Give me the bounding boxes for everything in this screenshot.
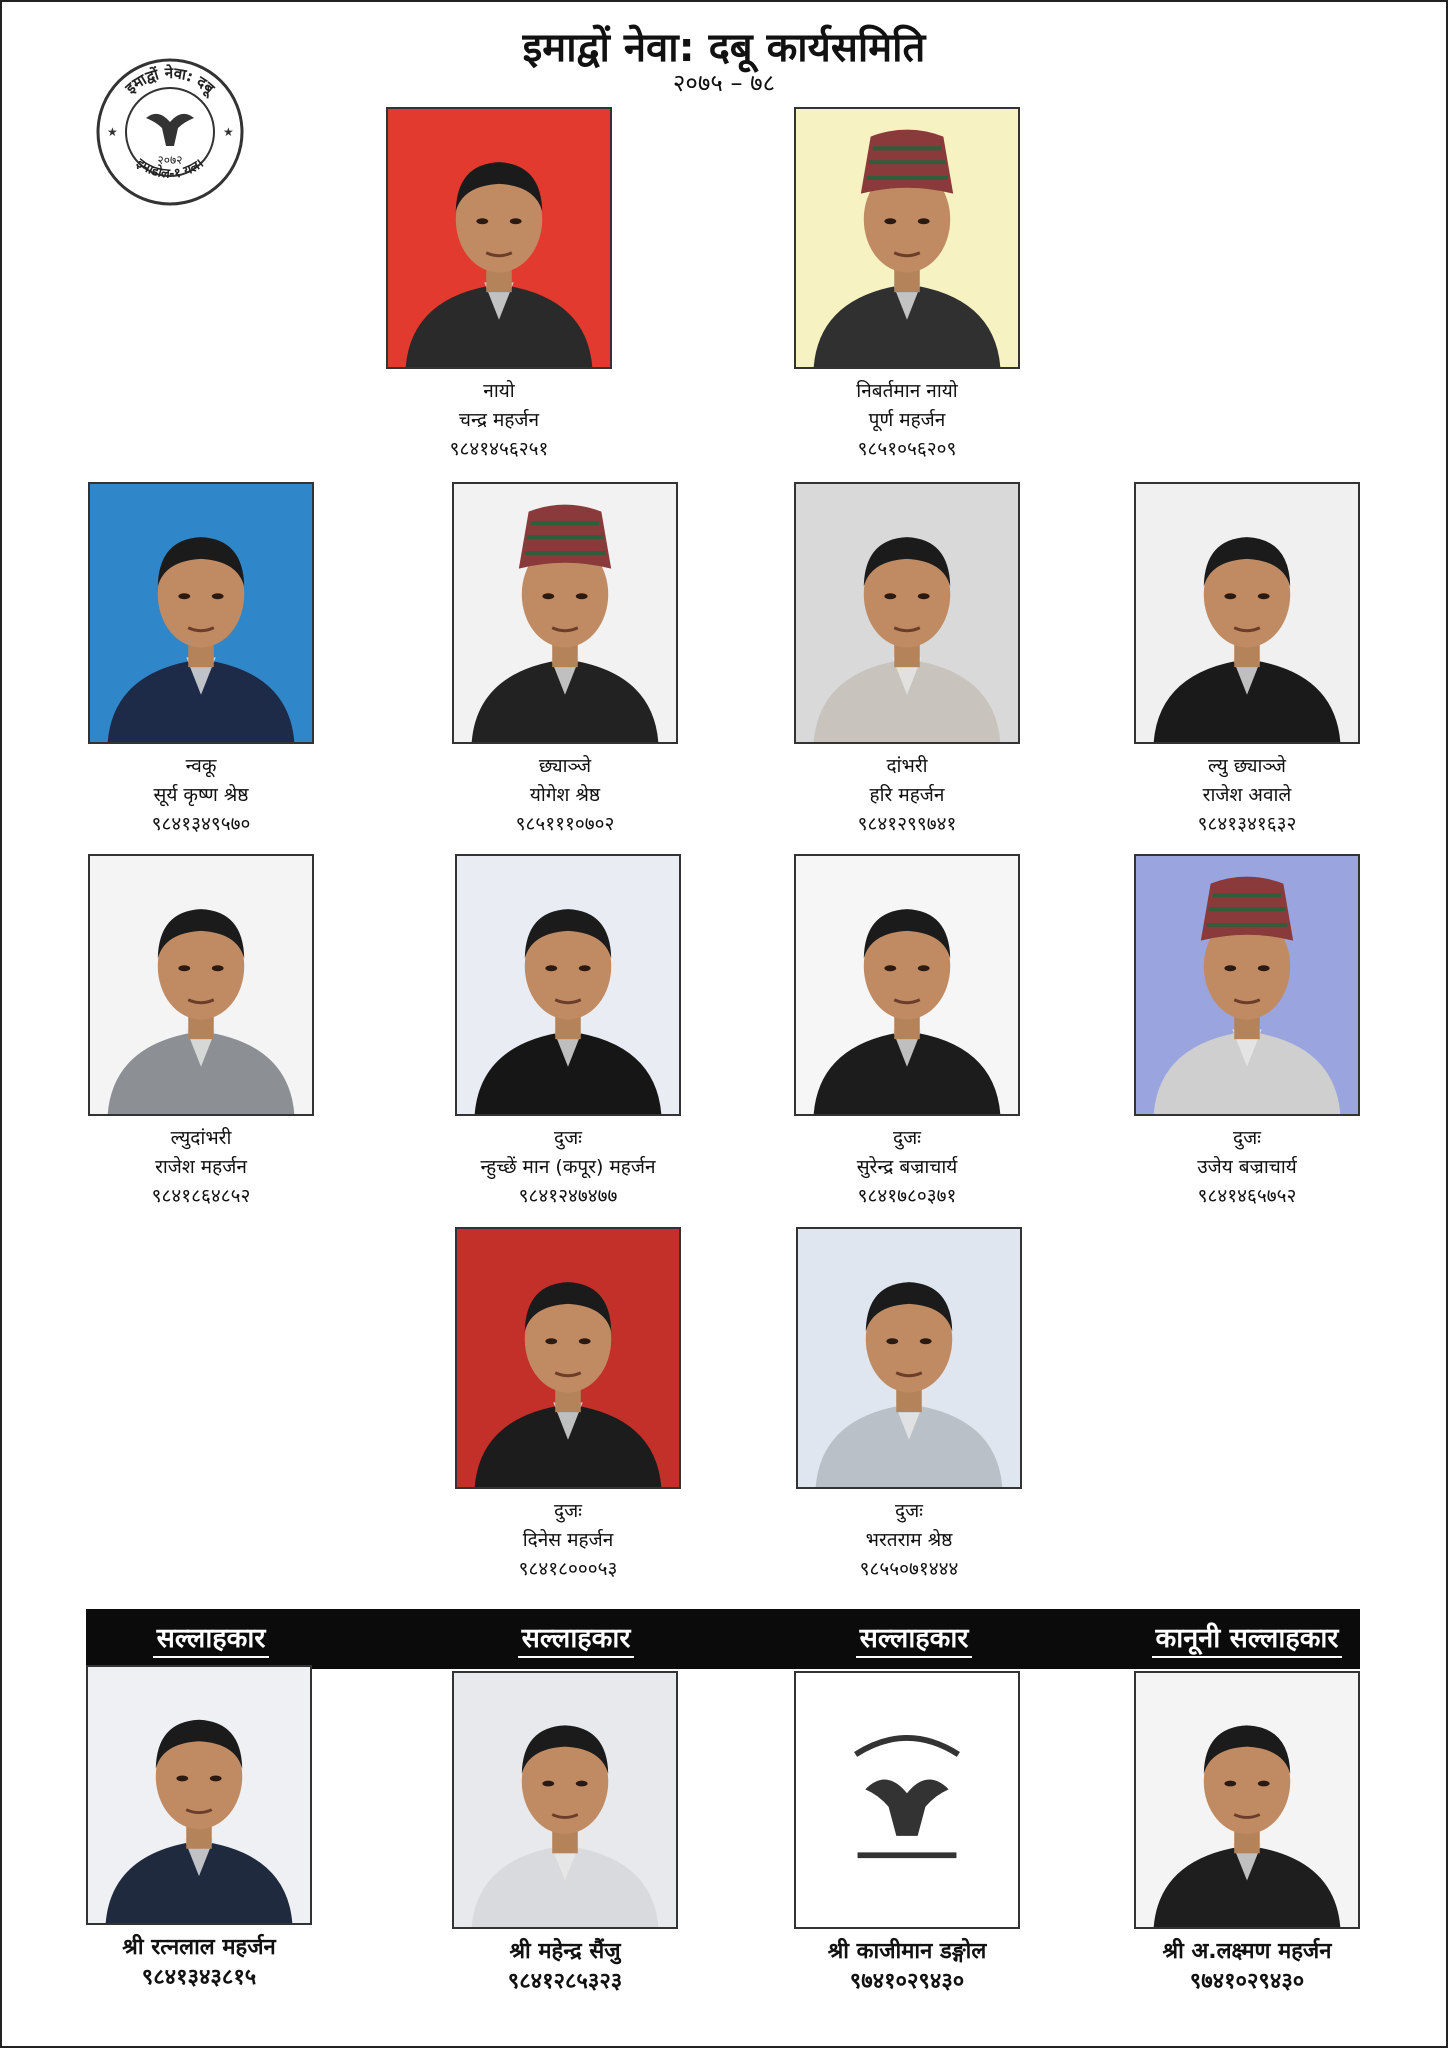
member-phone: ९८४१३४१६३२ <box>1197 813 1297 835</box>
member-phone: ९८४१४५६२५१ <box>449 438 549 460</box>
portrait-icon <box>388 109 610 367</box>
member-role: दुजः <box>1232 1127 1262 1149</box>
member-role: ल्यु छ्याञ्जे <box>1207 755 1287 777</box>
portrait-icon <box>90 484 312 742</box>
member-phone: ९८५१०५६२०९ <box>857 438 957 460</box>
member-photo <box>455 854 681 1116</box>
advisor-label-text: कानूनी सल्लाहकार <box>1152 1623 1343 1658</box>
advisor-label-text: सल्लाहकार <box>153 1623 270 1658</box>
member-name: राजेश अवाले <box>1202 784 1292 806</box>
member-card <box>386 107 612 464</box>
advisor-phone: ९८४१२८५३२३ <box>507 1969 623 1994</box>
advisor-label-text: सल्लाहकार <box>518 1623 635 1658</box>
advisor-card <box>794 1671 1020 1997</box>
member-card <box>794 107 1020 464</box>
portrait-icon <box>457 1229 679 1487</box>
advisor-label <box>782 1609 1046 1669</box>
member-role: न्वकू <box>185 755 217 777</box>
member-phone: ९८४१८०००५३ <box>518 1558 618 1580</box>
portrait-icon <box>90 856 312 1114</box>
portrait-icon <box>1136 484 1358 742</box>
member-name: पूर्ण महर्जन <box>868 409 946 431</box>
member-card <box>794 854 1020 1211</box>
advisor-label-text: सल्लाहकार <box>856 1623 973 1658</box>
member-phone: ९८४१३४९५७० <box>151 813 251 835</box>
member-card <box>88 482 314 839</box>
member-photo <box>88 482 314 744</box>
portrait-icon <box>454 484 676 742</box>
term-years: २०७५ – ७८ <box>672 69 776 97</box>
member-phone: ९८५५०७१४४४ <box>859 1558 959 1580</box>
member-name: भरतराम श्रेष्ठ <box>865 1529 953 1551</box>
page-title: इमाद्वों नेवा: दबू कार्यसमिति <box>522 25 926 71</box>
member-role: छ्याञ्जे <box>538 755 592 777</box>
member-name: दिनेस महर्जन <box>522 1529 614 1551</box>
portrait-icon <box>798 1229 1020 1487</box>
seal-icon <box>796 1673 1018 1927</box>
member-role: दुजः <box>892 1127 922 1149</box>
member-role: दांभरी <box>886 755 928 777</box>
portrait-icon <box>1136 856 1358 1114</box>
advisor-card <box>1134 1671 1360 1997</box>
advisor-photo <box>1134 1671 1360 1929</box>
portrait-icon <box>796 484 1018 742</box>
member-phone: ९८५१११०७०२ <box>515 813 615 835</box>
member-photo <box>386 107 612 369</box>
advisor-name: श्री रत्नलाल महर्जन <box>122 1935 276 1960</box>
member-name: सूर्य कृष्ण श्रेष्ठ <box>153 784 249 806</box>
member-name: न्हुच्छें मान (कपूर) महर्जन <box>480 1156 656 1178</box>
member-card <box>452 482 678 839</box>
portrait-icon <box>88 1667 310 1923</box>
member-card <box>1134 482 1360 839</box>
portrait-icon <box>796 856 1018 1114</box>
advisor-phone: ९८४१३४३८१५ <box>141 1965 257 1990</box>
member-name: उजेय बज्राचार्य <box>1197 1156 1297 1178</box>
member-photo <box>1134 482 1360 744</box>
member-photo <box>88 854 314 1116</box>
member-role: दुजः <box>894 1500 924 1522</box>
member-card <box>1134 854 1360 1211</box>
advisor-card <box>452 1671 678 1997</box>
advisor-label <box>440 1609 712 1669</box>
member-photo <box>452 482 678 744</box>
member-role: नायो <box>483 380 515 402</box>
portrait-icon <box>454 1673 676 1927</box>
advisor-label <box>1122 1609 1372 1669</box>
member-role: ल्युदांभरी <box>170 1127 232 1149</box>
member-photo <box>794 107 1020 369</box>
member-card <box>794 482 1020 839</box>
advisor-card <box>86 1665 312 1993</box>
seal-icon <box>94 56 246 208</box>
member-photo <box>794 482 1020 744</box>
advisor-photo <box>794 1671 1020 1929</box>
advisor-name: श्री काजीमान डङ्गोल <box>827 1939 987 1964</box>
member-role: दुजः <box>553 1500 583 1522</box>
svg-text:★: ★ <box>223 125 234 139</box>
advisor-name: श्री महेन्द्र सैंजु <box>509 1939 621 1964</box>
portrait-icon <box>457 856 679 1114</box>
advisor-photo <box>452 1671 678 1929</box>
member-phone: ९८४१४६५७५२ <box>1197 1185 1297 1207</box>
svg-text:★: ★ <box>107 125 118 139</box>
member-name: योगेश श्रेष्ठ <box>529 784 601 806</box>
member-phone: ९८४१७८०३७१ <box>857 1185 957 1207</box>
advisor-name: श्री अ.लक्ष्मण महर्जन <box>1162 1939 1332 1964</box>
member-photo <box>1134 854 1360 1116</box>
member-role: निबर्तमान नायो <box>856 380 958 402</box>
member-name: चन्द्र महर्जन <box>458 409 540 431</box>
member-photo <box>796 1227 1022 1489</box>
member-card <box>455 854 681 1211</box>
member-photo <box>455 1227 681 1489</box>
member-card <box>88 854 314 1211</box>
member-photo <box>794 854 1020 1116</box>
member-phone: ९८४१२९९७४१ <box>857 813 957 835</box>
advisor-phone: ९७४१०२९४३० <box>1189 1969 1305 1994</box>
organization-seal <box>94 56 246 208</box>
advisor-phone: ९७४१०२९४३० <box>849 1969 965 1994</box>
member-role: दुजः <box>553 1127 583 1149</box>
advisor-label <box>86 1609 336 1669</box>
member-name: राजेश महर्जन <box>155 1156 247 1178</box>
portrait-icon <box>1136 1673 1358 1927</box>
member-phone: ९८४१२४७४७७ <box>518 1185 618 1207</box>
advisor-photo <box>86 1665 312 1925</box>
seal-top-text: इमाद्वों नेवा: दबू <box>121 63 219 98</box>
seal-year: २०७२ <box>157 153 183 167</box>
member-card <box>796 1227 1022 1584</box>
portrait-icon <box>796 109 1018 367</box>
member-name: हरि महर्जन <box>869 784 945 806</box>
member-phone: ९८४१८६४८५२ <box>151 1185 251 1207</box>
member-name: सुरेन्द्र बज्राचार्य <box>856 1156 958 1178</box>
member-card <box>455 1227 681 1584</box>
seal-bottom-text: इमाडोल-१ यल। <box>133 156 207 182</box>
